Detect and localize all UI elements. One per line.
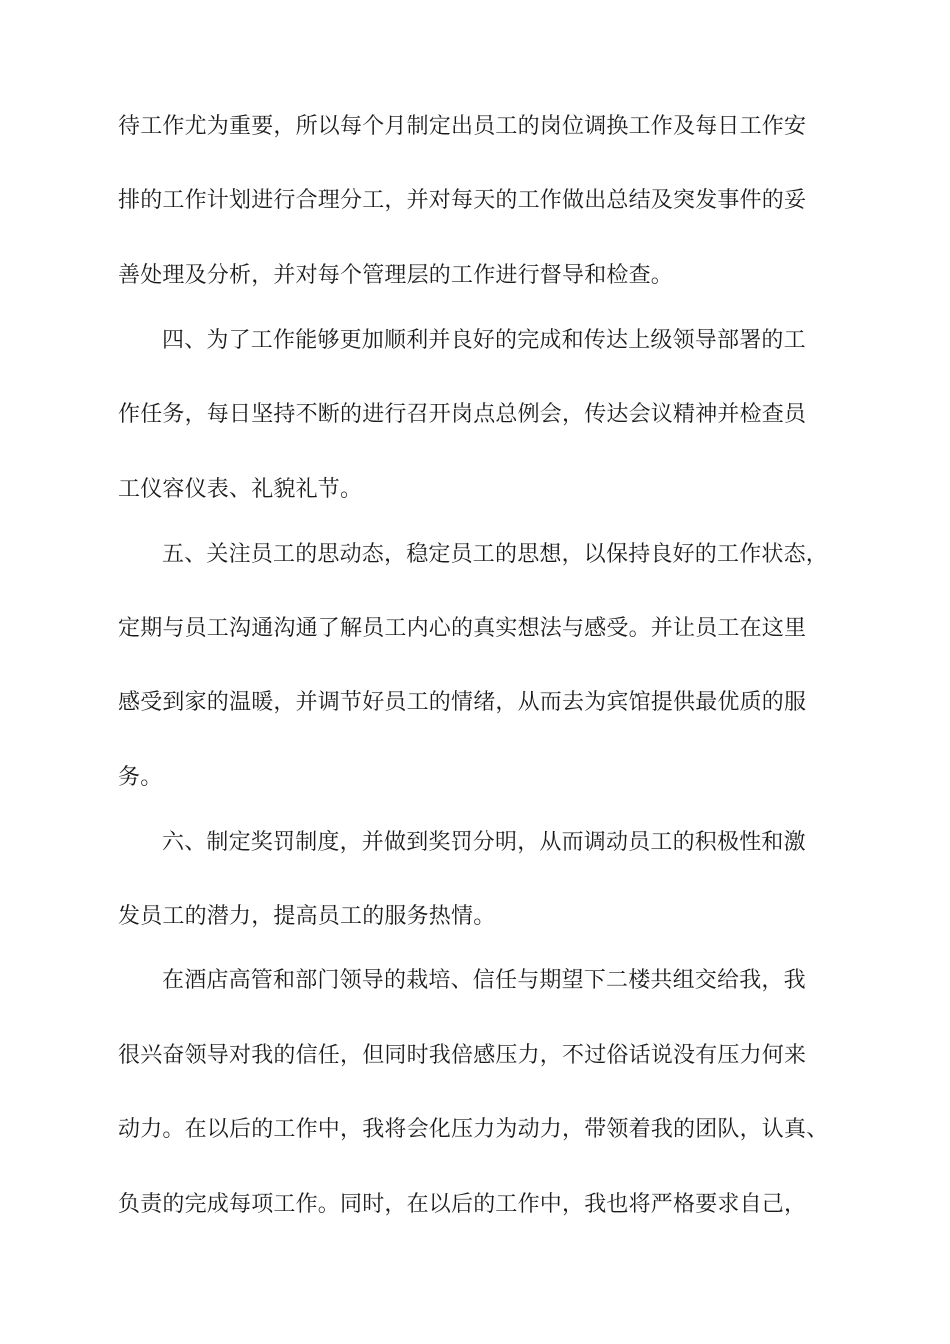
paragraph-4-line-3: 工仪容仪表、礼貌礼节。 [118,477,363,502]
paragraph-4-line-1: 四、为了工作能够更加顺利并良好的完成和传达上级领导部署的工 [162,328,806,353]
paragraph-5-line-3: 感受到家的温暖，并调节好员工的情绪，从而去为宾馆提供最优质的服 [118,690,807,715]
paragraph-4-line-2: 作任务，每日坚持不断的进行召开岗点总例会，传达会议精神并检查员 [118,402,807,427]
paragraph-7-line-1: 在酒店高管和部门领导的栽培、信任与期望下二楼共组交给我，我 [162,968,806,993]
paragraph-6-line-1: 六、制定奖罚制度，并做到奖罚分明，从而调动员工的积极性和激 [162,830,806,855]
text-line-1: 待工作尤为重要，所以每个月制定出员工的岗位调换工作及每日工作安 [118,114,807,139]
paragraph-7-line-3: 动力。在以后的工作中，我将会化压力为动力，带领着我的团队，认真、 [118,1117,829,1142]
paragraph-7-line-2: 很兴奋领导对我的信任，但同时我倍感压力，不过俗话说没有压力何来 [118,1043,807,1068]
text-line-2: 排的工作计划进行合理分工，并对每天的工作做出总结及突发事件的妥 [118,188,807,213]
paragraph-5-line-4: 务。 [118,765,163,790]
paragraph-7-line-4: 负责的完成每项工作。同时，在以后的工作中，我也将严格要求自己， [118,1192,807,1217]
paragraph-5-line-2: 定期与员工沟通沟通了解员工内心的真实想法与感受。并让员工在这里 [118,616,807,641]
paragraph-6-line-2: 发员工的潜力，提高员工的服务热情。 [118,904,496,929]
paragraph-5-line-1: 五、关注员工的思动态，稳定员工的思想，以保持良好的工作状态， [162,542,829,567]
text-line-3: 善处理及分析，并对每个管理层的工作进行督导和检查。 [118,263,674,288]
